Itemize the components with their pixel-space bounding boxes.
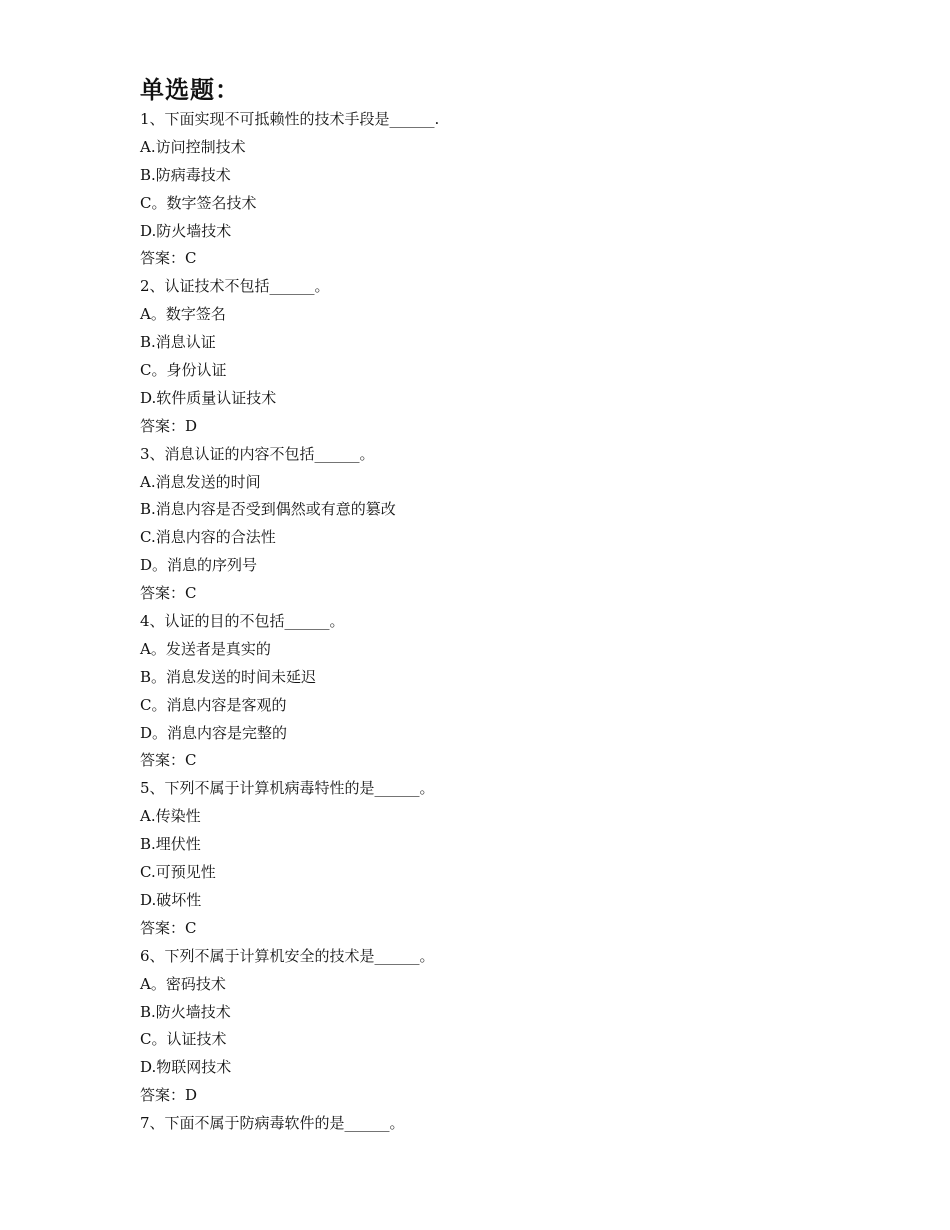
section-heading: 单选题： [140,76,240,104]
option-d: D.防火墙技术 [140,221,232,240]
option-b: B。消息发送的时间未延迟 [140,667,317,686]
question-stem: 3、消息认证的内容不包括______。 [140,444,375,463]
option-a: A.访问控制技术 [140,137,246,156]
question-stem: 5、下列不属于计算机病毒特性的是______。 [140,779,435,798]
question-4 [140,608,860,775]
option-a: A。发送者是真实的 [140,639,271,658]
option-d: D。消息的序列号 [140,556,258,575]
option-d: D。消息内容是完整的 [140,723,288,742]
question-2 [140,273,860,440]
question-stem: 6、下列不属于计算机安全的技术是______。 [140,946,435,965]
option-a: A。密码技术 [140,974,226,993]
question-stem: 4、认证的目的不包括______。 [140,612,345,631]
question-3 [140,441,860,608]
option-c: C。消息内容是客观的 [140,695,287,714]
option-a: A.消息发送的时间 [140,472,261,491]
option-d: D.物联网技术 [140,1058,232,1077]
question-stem: 7、下面不属于防病毒软件的是______。 [140,1114,405,1133]
question-7 [140,1110,860,1138]
question-5 [140,775,860,942]
option-b: B.消息内容是否受到偶然或有意的篡改 [140,500,396,519]
option-b: B.防火墙技术 [140,1002,231,1021]
option-c: C。认证技术 [140,1030,227,1049]
answer-line: 答案：C [140,249,197,268]
option-a: A。数字签名 [140,305,226,324]
question-6 [140,943,860,1110]
option-b: B.埋伏性 [140,835,201,854]
option-c: C。身份认证 [140,361,227,380]
question-stem: 2、认证技术不包括______。 [140,277,330,296]
question-1 [140,106,860,273]
option-d: D.破坏性 [140,890,202,909]
option-c: C。数字签名技术 [140,193,257,212]
option-b: B.防病毒技术 [140,165,231,184]
answer-line: 答案：C [140,918,197,937]
answer-line: 答案：D [140,1086,198,1105]
option-c: C.可预见性 [140,863,216,882]
document-page [140,74,860,1138]
question-stem: 1、下面实现不可抵赖性的技术手段是______. [140,110,440,128]
option-d: D.软件质量认证技术 [140,388,277,407]
answer-line: 答案：C [140,584,197,603]
option-b: B.消息认证 [140,333,216,352]
option-a: A.传染性 [140,807,201,826]
option-c: C.消息内容的合法性 [140,528,276,547]
answer-line: 答案：C [140,751,197,770]
answer-line: 答案：D [140,416,198,435]
